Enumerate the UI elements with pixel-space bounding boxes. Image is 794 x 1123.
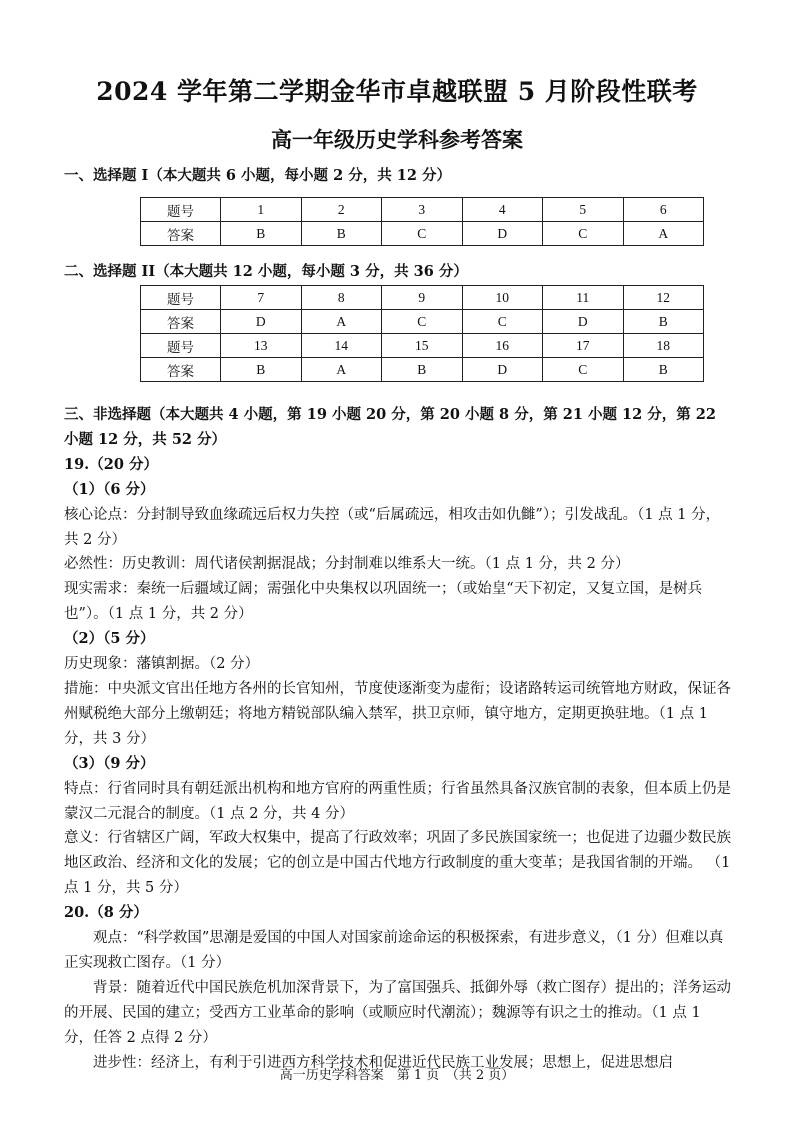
- table-cell: 16: [462, 334, 543, 358]
- table-row: [141, 310, 704, 334]
- table-row: [141, 358, 704, 382]
- table-cell: 6: [623, 198, 704, 222]
- table-cell: 3: [382, 198, 463, 222]
- table-cell: B: [382, 358, 463, 382]
- table-cell: B: [623, 310, 704, 334]
- q19-title: 19.（20 分）: [64, 455, 158, 473]
- table-cell: 14: [301, 334, 382, 358]
- table-cell: 17: [543, 334, 624, 358]
- q19-part1-practical-need: 现实需求：秦统一后疆域辽阔；需强化中央集权以巩固统一；（或始皇“天下初定，又复立国，是树兵也”）。（1 点 1 分，共 2 分）: [64, 581, 703, 623]
- section-2-heading: 二、选择题 II（本大题共 12 小题，每小题 3 分，共 36 分）: [64, 263, 468, 280]
- q19-part3-features: 特点：行省同时具有朝廷派出机构和地方官府的两重性质；行省虽然具备汉族官制的表象，但本质上仍是蒙汉二元混合的制度。（1 点 2 分，共 4 分）: [64, 780, 731, 822]
- table-cell: 15: [382, 334, 463, 358]
- table-cell: C: [382, 222, 463, 246]
- row-header-cell: 答案: [141, 222, 221, 246]
- section-1-heading: 一、选择题 I（本大题共 6 小题，每小题 2 分，共 12 分）: [64, 167, 451, 184]
- table-cell: 12: [623, 286, 704, 310]
- row-header-cell: 题号: [141, 286, 221, 310]
- q19-part2-phenomenon: 历史现象：藩镇割据。（2 分）: [64, 656, 260, 673]
- table-row: [141, 286, 704, 310]
- table-cell: D: [543, 310, 624, 334]
- row-header-cell: 题号: [141, 334, 221, 358]
- q19-part2-title: （2）（5 分）: [64, 630, 155, 648]
- answer-table-2: [140, 285, 704, 382]
- table-cell: 2: [301, 198, 382, 222]
- q19-part3-title: （3）（9 分）: [64, 754, 155, 772]
- q19-part3-significance: 意义：行省辖区广阔，军政大权集中，提高了行政效率；巩固了多民族国家统一；也促进了边疆少数民族地区政治、经济和文化的发展；它的创立是中国古代地方行政制度的重大变革；是我国省制的开端。 （1 点 1 分，共 5 分）: [64, 830, 731, 897]
- table-cell: 4: [462, 198, 543, 222]
- table-cell: 13: [221, 334, 302, 358]
- q20-viewpoint: 观点：“科学救国”思潮是爱国的中国人对国家前途命运的积极探索，有进步意义，（1 分）但难以真正实现救亡图存。（1 分）: [64, 930, 724, 971]
- table-cell: B: [221, 222, 302, 246]
- table-cell: B: [301, 222, 382, 246]
- q19-part2-measures: 措施：中央派文官出任地方各州的长官知州，节度使逐渐变为虚衔；设诸路转运司统管地方财政，保证各州赋税绝大部分上缴朝廷；将地方精锐部队编入禁军，拱卫京师，镇守地方，定期更换驻地。（1 点 1 分，共 3 分）: [64, 680, 731, 747]
- table-cell: 10: [462, 286, 543, 310]
- row-header-cell: 答案: [141, 310, 221, 334]
- table-cell: C: [462, 310, 543, 334]
- table-row: [141, 222, 704, 246]
- table-cell: D: [462, 358, 543, 382]
- section-3-heading: 三、非选择题（本大题共 4 小题，第 19 小题 20 分，第 20 小题 8 分，第 21 小题 12 分，第 22 小题 12 分，共 52 分）: [64, 406, 716, 448]
- table-cell: 5: [543, 198, 624, 222]
- q19-part1-title: （1）（6 分）: [64, 480, 155, 498]
- answer-table-1: [140, 197, 704, 246]
- table-cell: 8: [301, 286, 382, 310]
- page-title: 2024 学年第二学期金华市卓越联盟 5 月阶段性联考: [96, 77, 698, 106]
- row-header-cell: 答案: [141, 358, 221, 382]
- q20-title: 20.（8 分）: [64, 904, 148, 922]
- table-cell: 7: [221, 286, 302, 310]
- table-cell: 11: [543, 286, 624, 310]
- table-row: [141, 198, 704, 222]
- q19-part1-core-argument: 核心论点：分封制导致血缘疏远后权力失控（或“后属疏远，相攻击如仇雠”）；引发战乱。（1 点 1 分，共 2 分）: [64, 506, 721, 548]
- table-cell: D: [462, 222, 543, 246]
- table-cell: C: [543, 222, 624, 246]
- q19-part1-necessity: 必然性：历史教训：周代诸侯割据混战；分封制难以维系大一统。（1 点 1 分，共 2 分）: [64, 556, 630, 573]
- table-cell: 9: [382, 286, 463, 310]
- table-cell: D: [221, 310, 302, 334]
- row-header-cell: 题号: [141, 198, 221, 222]
- table-row: [141, 334, 704, 358]
- table-cell: A: [301, 310, 382, 334]
- table-cell: B: [623, 358, 704, 382]
- q20-background: 背景：随着近代中国民族危机加深背景下，为了富国强兵、抵御外辱（救亡图存）提出的；洋务运动的开展、民国的建立；受西方工业革命的影响（或顺应时代潮流）；魏源等有识之士的推动。（1 点 1 分，任答 2 点得 2 分）: [64, 979, 731, 1046]
- table-cell: 18: [623, 334, 704, 358]
- answer-content: [64, 403, 732, 1075]
- table-cell: A: [301, 358, 382, 382]
- page-subtitle: 高一年级历史学科参考答案: [271, 127, 523, 152]
- table-cell: C: [382, 310, 463, 334]
- table-cell: C: [543, 358, 624, 382]
- table-cell: B: [221, 358, 302, 382]
- table-cell: A: [623, 222, 704, 246]
- q20-progressiveness: 进步性：经济上，有利于引进西方科学技术和促进近代民族工业发展；思想上，促进思想启: [93, 1054, 673, 1071]
- page-footer: 高一历史学科答案 第 1 页 （共 2 页）: [279, 1068, 515, 1083]
- table-cell: 1: [221, 198, 302, 222]
